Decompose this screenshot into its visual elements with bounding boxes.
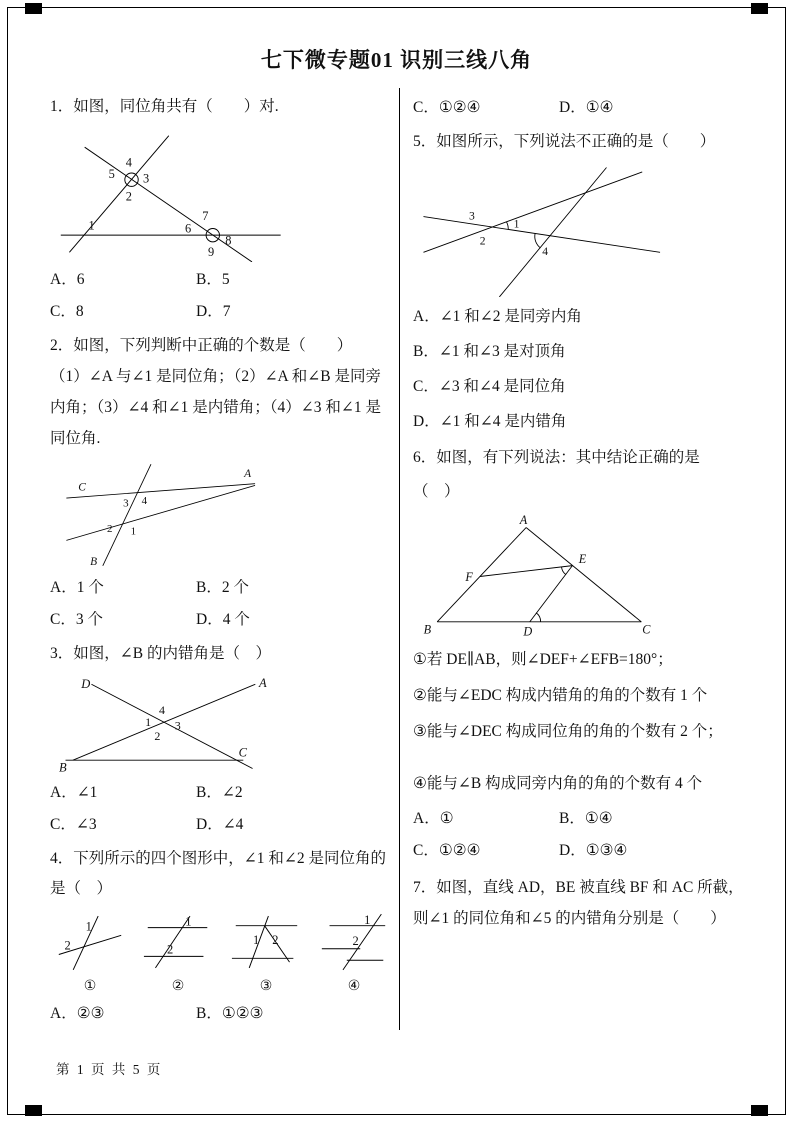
q1-option-d: D．7 xyxy=(196,303,231,320)
angle-label-3: 3 xyxy=(174,718,181,733)
question-4-options-row2 xyxy=(413,92,753,123)
angle-label-2: 2 xyxy=(166,942,174,957)
point-label-D: D xyxy=(523,624,533,639)
angle-label-1: 1 xyxy=(364,912,371,927)
question-1-options-row1 xyxy=(50,264,391,295)
q3-option-a: A．∠1 xyxy=(50,784,98,801)
question-6 xyxy=(413,443,753,866)
q6-option-c: C．①②④ xyxy=(413,842,481,859)
q3-option-d: D．∠4 xyxy=(196,816,244,833)
q2-option-a: A．1 个 xyxy=(50,579,104,596)
point-label-D: D xyxy=(81,676,91,691)
angle-label-1: 1 xyxy=(185,914,192,929)
q4-figure-4 xyxy=(318,912,390,997)
q4-caption-3: ③ xyxy=(259,979,273,994)
q6-statement-4: ④能与∠B 构成同旁内角的角的个数有 4 个 xyxy=(413,775,703,792)
question-5-stem: 5．如图所示，下列说法不正确的是（ ） xyxy=(413,133,716,150)
q1-option-b: B．5 xyxy=(196,271,230,288)
angle-label-3: 3 xyxy=(142,171,150,186)
point-label-A: A xyxy=(244,467,252,480)
q4-caption-1: ① xyxy=(83,979,97,994)
question-4-stem: 4．下列所示的四个图形中，∠1 和∠2 是同位角的是（ ） xyxy=(50,850,386,897)
q5-option-c: C．∠3 和∠4 是同位角 xyxy=(413,378,566,395)
q2-geometry-figure xyxy=(56,460,268,570)
point-label-C: C xyxy=(78,481,86,494)
angle-label-2: 2 xyxy=(107,522,113,535)
q4-option-c: C．①②④ xyxy=(413,99,481,116)
q6-statement-3: ③能与∠DEC 构成同位角的角的个数有 2 个； xyxy=(413,723,723,740)
point-label-C: C xyxy=(238,745,248,760)
q5-option-a: A．∠1 和∠2 是同旁内角 xyxy=(413,308,582,325)
angle-label-2: 2 xyxy=(352,933,359,948)
question-1-figure xyxy=(56,128,391,262)
question-3 xyxy=(50,639,391,840)
q6-geometry-figure xyxy=(419,513,655,640)
page-title: 七下微专题01 识别三线八角 xyxy=(260,48,533,72)
q4-figure-2 xyxy=(142,912,214,997)
angle-label-2: 2 xyxy=(479,234,486,248)
q2-option-c: C．3 个 xyxy=(50,611,103,628)
angle-label-5: 5 xyxy=(108,166,115,181)
q4-option-a: A．②③ xyxy=(50,1005,105,1022)
figure-lines xyxy=(66,684,256,768)
figure-lines xyxy=(423,168,660,297)
question-3-options-row2 xyxy=(50,809,391,840)
question-1-options-row2 xyxy=(50,296,391,327)
q6-statement-1: ①若 DE∥AB，则∠DEF+∠EFB=180°； xyxy=(413,651,673,668)
q5-geometry-figure xyxy=(419,163,669,297)
question-1 xyxy=(50,92,391,327)
question-2-stem: 2．如图，下列判断中正确的个数是（ ） xyxy=(50,337,353,354)
q1-option-a: A．6 xyxy=(50,271,85,288)
q6-option-d: D．①③④ xyxy=(559,842,628,859)
angle-label-7: 7 xyxy=(202,208,209,223)
point-label-F: F xyxy=(465,570,473,585)
question-6-stem: 6．如图，有下列说法：其中结论正确的是 xyxy=(413,449,700,466)
q4-figure-1 xyxy=(54,912,126,997)
q5-option-d: D．∠1 和∠4 是内错角 xyxy=(413,413,567,430)
angle-label-2: 2 xyxy=(272,932,279,947)
question-3-figure xyxy=(56,675,391,775)
q3-option-b: B．∠2 xyxy=(196,784,243,801)
q4-caption-2: ② xyxy=(171,979,185,994)
question-7 xyxy=(413,872,753,934)
question-1-stem: 1．如图，同位角共有（ ）对. xyxy=(50,98,279,115)
q4-option-b: B．①②③ xyxy=(196,1005,264,1022)
angle-label-1: 1 xyxy=(145,714,152,729)
angle-label-9: 9 xyxy=(208,245,215,260)
q4-figure-3 xyxy=(230,912,302,997)
q4-diagram-4 xyxy=(318,912,390,972)
angle-label-2: 2 xyxy=(64,938,71,953)
question-4-options-row1 xyxy=(50,998,391,1029)
q4-diagram-3 xyxy=(230,912,302,972)
question-2-figure xyxy=(56,460,391,570)
angle-label-4: 4 xyxy=(542,245,549,258)
point-label-E: E xyxy=(578,551,587,566)
q5-option-b: B．∠1 和∠3 是对顶角 xyxy=(413,343,566,360)
point-label-C: C xyxy=(642,622,651,637)
q4-diagram-2 xyxy=(142,912,214,972)
spacer xyxy=(413,750,753,766)
question-2-options-row2 xyxy=(50,604,391,635)
question-4-figures xyxy=(54,912,391,997)
point-label-B: B xyxy=(423,622,432,637)
question-3-options-row1 xyxy=(50,777,391,808)
question-3-stem: 3．如图，∠B 的内错角是（ ） xyxy=(50,645,271,662)
angle-label-1: 1 xyxy=(130,525,137,538)
left-column xyxy=(50,88,399,1030)
angle-label-4: 4 xyxy=(159,702,166,717)
q2-option-d: D．4 个 xyxy=(196,611,250,628)
question-5 xyxy=(413,127,753,439)
point-label-A: A xyxy=(259,676,267,691)
column-divider xyxy=(399,88,400,1030)
question-4 xyxy=(50,844,391,1029)
q4-option-d: D．①④ xyxy=(559,99,614,116)
q6-option-a: A．① xyxy=(413,810,454,827)
corner-mark-top-left xyxy=(25,3,42,14)
q2-option-b: B．2 个 xyxy=(196,579,249,596)
angle-label-1: 1 xyxy=(85,919,92,934)
q1-option-c: C．8 xyxy=(50,303,84,320)
angle-label-3: 3 xyxy=(469,209,475,223)
q1-geometry-figure xyxy=(56,128,295,262)
question-5-figure xyxy=(419,163,753,297)
angle-label-1: 1 xyxy=(253,932,260,947)
point-label-B: B xyxy=(59,760,67,775)
angle-label-1: 1 xyxy=(513,217,520,231)
angle-label-4: 4 xyxy=(141,495,148,507)
page-number: 第 1 页 共 5 页 xyxy=(56,1062,163,1077)
question-7-stem: 7．如图，直线 AD，BE 被直线 BF 和 AC 所截，则∠1 的同位角和∠5 的内错角分别是（ ） xyxy=(413,879,744,927)
question-6-stem2: （ ） xyxy=(413,483,460,500)
question-2-options-row1 xyxy=(50,572,391,603)
angle-label-8: 8 xyxy=(225,233,232,248)
question-6-options-row1 xyxy=(413,803,753,834)
q6-option-b: B．①④ xyxy=(559,810,613,827)
angle-label-4: 4 xyxy=(125,155,132,170)
corner-mark-top-right xyxy=(751,3,768,14)
corner-mark-bottom-left xyxy=(25,1105,42,1116)
point-label-B: B xyxy=(90,555,98,568)
corner-mark-bottom-right xyxy=(751,1105,768,1116)
angle-label-3: 3 xyxy=(123,497,129,510)
question-6-figure xyxy=(419,513,753,640)
question-2 xyxy=(50,331,391,635)
question-6-options-row2 xyxy=(413,835,753,866)
angle-label-2: 2 xyxy=(154,728,161,743)
q4-diagram-1 xyxy=(54,912,126,972)
q6-statement-2: ②能与∠EDC 构成内错角的角的个数有 1 个 xyxy=(413,687,708,704)
q3-geometry-figure xyxy=(56,675,288,775)
angle-label-2: 2 xyxy=(125,189,132,204)
point-label-A: A xyxy=(519,513,528,527)
angle-label-1: 1 xyxy=(88,218,95,233)
q4-caption-4: ④ xyxy=(347,979,361,994)
right-column xyxy=(413,88,753,1030)
content-columns xyxy=(0,74,793,1030)
q3-option-c: C．∠3 xyxy=(50,816,97,833)
figure-lines xyxy=(66,464,255,566)
question-2-items: （1）∠A 与∠1 是同位角；（2）∠A 和∠B 是同旁内角；（3）∠4 和∠1 是内错角；（4）∠3 和∠1 是同位角. xyxy=(50,368,381,447)
angle-label-6: 6 xyxy=(185,221,192,236)
figure-lines xyxy=(61,136,281,262)
